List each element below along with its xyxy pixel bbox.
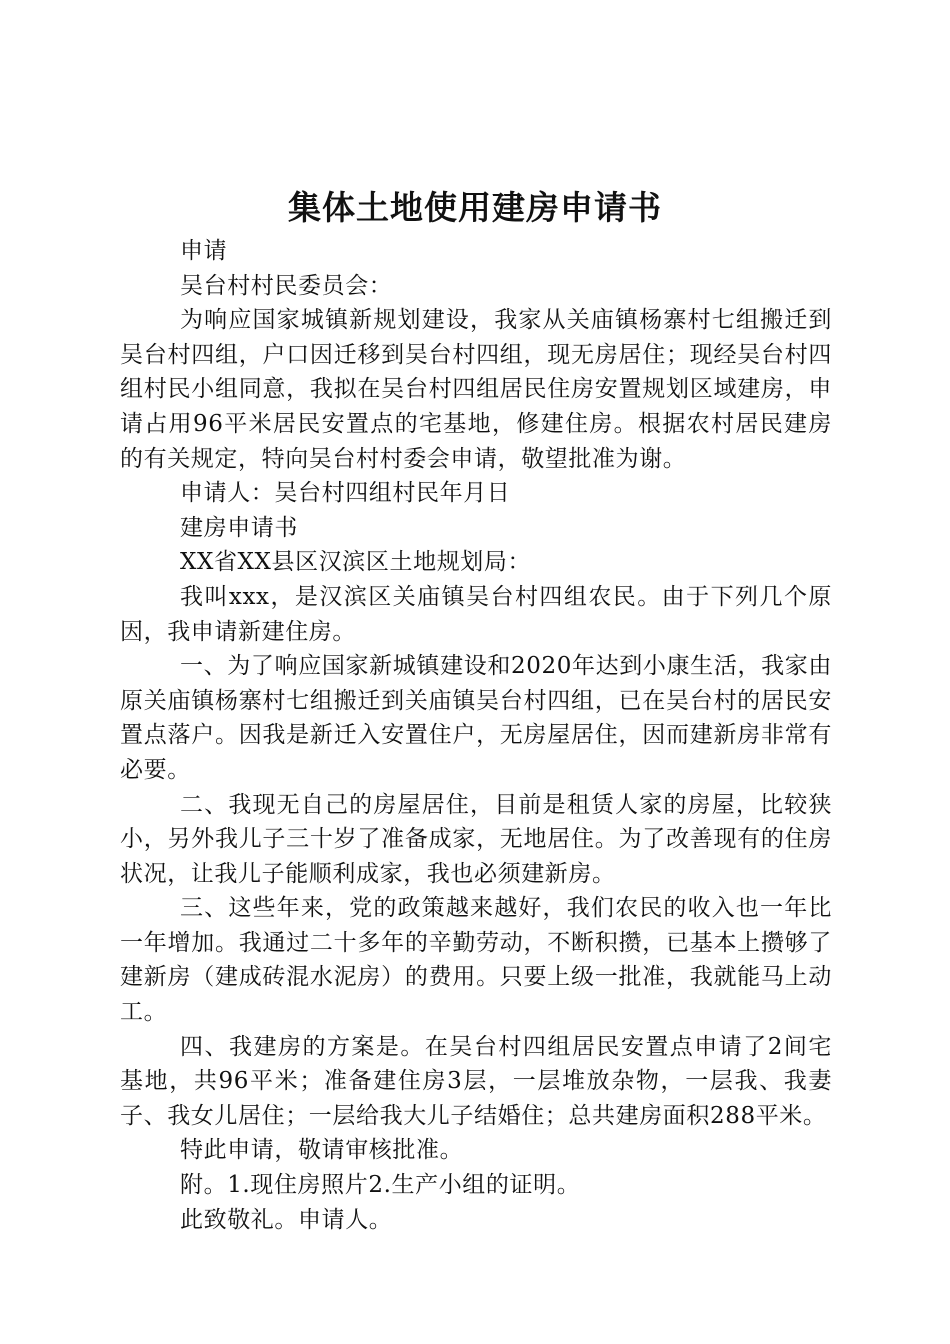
paragraph-reason-three: 三、这些年来，党的政策越来越好，我们农民的收入也一年比一年增加。我通过二十多年的辛勤劳动，不断积攒，已基本上攒够了建新房（建成砖混水泥房）的费用。只要上级一批准，我就能马上动工。 xyxy=(120,895,832,1026)
paragraph-closing-request: 特此申请，敬请审核批准。 xyxy=(180,1137,464,1164)
paragraph-introduction: 我叫xxx，是汉滨区关庙镇吴台村四组农民。由于下列几个原因，我申请新建住房。 xyxy=(120,583,832,645)
paragraph-reason-one: 一、为了响应国家新城镇建设和2020年达到小康生活，我家由原关庙镇杨寨村七组搬迁到关庙镇吴台村四组，已在吴台村的居民安置点落户。因我是新迁入安置住户，无房屋居住，因而建新房非常有必要。 xyxy=(120,653,832,783)
paragraph-reason-two: 二、我现无自己的房屋居住，目前是租赁人家的房屋，比较狭小，另外我儿子三十岁了准备成家，无地居住。为了改善现有的住房状况，让我儿子能顺利成家，我也必须建新房。 xyxy=(120,791,832,887)
paragraph-subtitle: 建房申请书 xyxy=(180,514,298,541)
document-title: 集体土地使用建房申请书 xyxy=(288,188,662,227)
paragraph-addressee-bureau: XX省XX县区汉滨区土地规划局： xyxy=(180,549,532,576)
paragraph-reason-four: 四、我建房的方案是。在吴台村四组居民安置点申请了2间宅基地，共96平米；准备建住房3层，一层堆放杂物，一层我、我妻子、我女儿居住；一层给我大儿子结婚住；总共建房面积288平米。 xyxy=(120,1033,832,1129)
paragraph-applicant-signature: 申请人：吴台村四组村民年月日 xyxy=(180,480,511,507)
paragraph-regards: 此致敬礼。申请人。 xyxy=(180,1206,393,1233)
paragraph-attachments: 附。1.现住房照片2.生产小组的证明。 xyxy=(180,1172,581,1199)
paragraph-request-body: 为响应国家城镇新规划建设，我家从关庙镇杨寨村七组搬迁到吴台村四组，户口因迁移到吴台村四组，现无房居住；现经吴台村四组村民小组同意，我拟在吴台村四组居民住房安置规划区域建房，申请占用96平米居民安置点的宅基地，修建住房。根据农村居民建房的有关规定，特向吴台村村委会申请，敬望批准为谢。 xyxy=(120,307,832,472)
paragraph-addressee: 吴台村村民委员会： xyxy=(180,272,393,299)
document-body xyxy=(120,234,832,1237)
paragraph-salutation: 申请 xyxy=(180,238,228,264)
